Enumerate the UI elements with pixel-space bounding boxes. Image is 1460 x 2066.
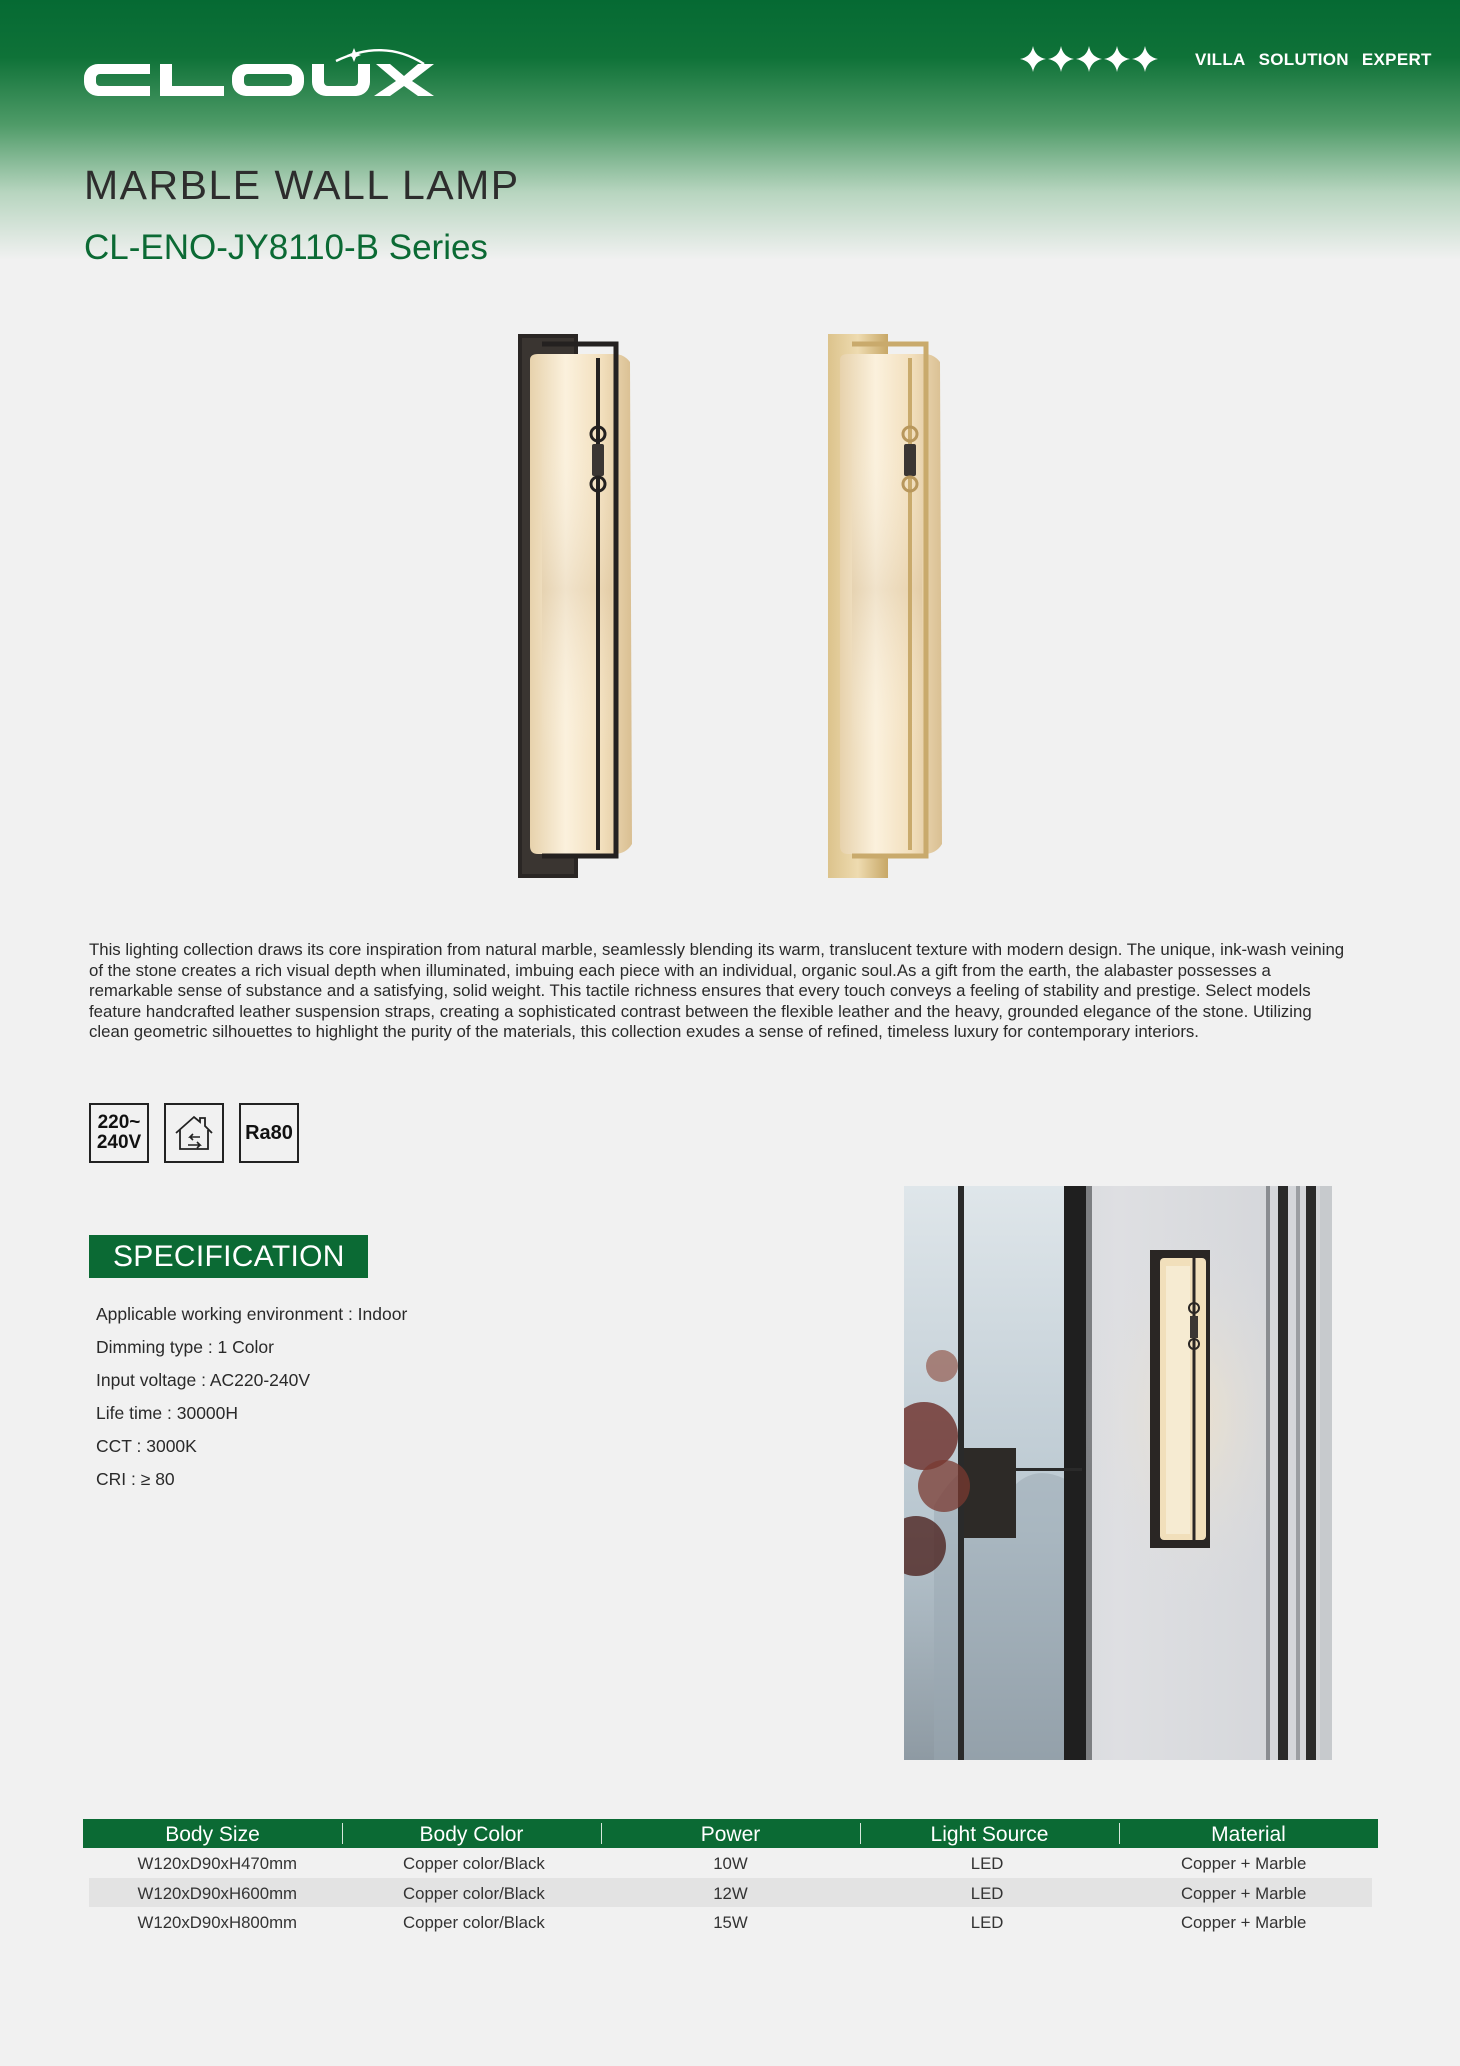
product-description: This lighting collection draws its core inspiration from natural marble, seamlessly blending its warm, translucent texture with modern design. The unique, ink-wash veining of the stone creates a rich visual depth when illuminated, imbuing each piece with an individual, organic soul.As a gift from the earth, the alabaster possesses a remarkable sense of substance and a satisfying, solid weight. This tactile richness ensures that every touch conveys a feeling of stability and prestige. Select models feature handcrafted leather suspension straps, creating a sophisticated contrast between the flexible leather and the heavy, grounded elegance of the stone. Utilizing clean geometric silhouettes to highlight the purity of the materials, this collection exudes a sense of refined, timeless luxury for contemporary interiors. — [89, 940, 1345, 1042]
spec-item: Applicable working environment : Indoor — [96, 1304, 408, 1324]
tagline — [1195, 50, 1432, 70]
column-header: Body Color — [342, 1819, 601, 1848]
star-icon — [1020, 46, 1046, 72]
cloux-logo — [84, 44, 436, 102]
table-cell: 15W — [713, 1913, 748, 1932]
indoor-house-icon — [170, 1111, 218, 1155]
indoor-badge — [164, 1103, 224, 1163]
table-cell: Copper color/Black — [403, 1883, 545, 1903]
table-row — [89, 1848, 1372, 1878]
voltage-line: 240V — [96, 1132, 142, 1153]
table-cell: LED — [970, 1913, 1004, 1932]
table-cell: LED — [970, 1854, 1004, 1873]
brass-lamp-image — [824, 334, 952, 880]
voltage-badge — [89, 1103, 149, 1163]
table-cell: Copper color/Black — [403, 1854, 545, 1873]
table-cell: Copper + Marble — [1180, 1883, 1307, 1903]
tagline-word: VILLA — [1195, 50, 1246, 69]
star-icon — [1048, 46, 1074, 72]
series-name: CL-ENO-JY8110-B Series — [84, 228, 488, 267]
table-row — [89, 1878, 1372, 1908]
table-cell: LED — [970, 1883, 1004, 1903]
column-header: Body Size — [165, 1823, 260, 1846]
tagline-word: EXPERT — [1361, 50, 1432, 69]
star-icon — [1104, 46, 1130, 72]
voltage-line: 220~ — [97, 1112, 141, 1133]
table-cell: Copper + Marble — [1180, 1913, 1307, 1932]
room-scene-photo — [904, 1186, 1332, 1760]
table-cell: 12W — [713, 1883, 748, 1903]
spec-item: Life time : 30000H — [96, 1403, 239, 1423]
specification-heading: SPECIFICATION — [89, 1235, 368, 1278]
table-cell: 10W — [713, 1854, 748, 1873]
star-icon — [1076, 46, 1102, 72]
table-cell: Copper + Marble — [1180, 1854, 1307, 1873]
spec-item: CCT : 3000K — [96, 1436, 197, 1456]
table-cell: W120xD90xH600mm — [137, 1883, 298, 1903]
cri-badge: Ra80 — [239, 1103, 299, 1163]
table-header — [83, 1819, 1378, 1848]
rating-stars — [1018, 38, 1162, 80]
table-cell: W120xD90xH470mm — [137, 1854, 298, 1873]
specification-list — [96, 1302, 407, 1500]
spec-item: Input voltage : AC220-240V — [96, 1370, 311, 1390]
star-icon — [1132, 46, 1158, 72]
header-band — [0, 0, 1460, 260]
spec-item: Dimming type : 1 Color — [96, 1337, 274, 1357]
table-cell: Copper color/Black — [403, 1913, 545, 1932]
table-cell: W120xD90xH800mm — [137, 1913, 298, 1932]
column-header: Material — [1119, 1819, 1378, 1848]
column-header: Power — [601, 1819, 860, 1848]
table-row — [89, 1907, 1372, 1937]
black-lamp-image — [512, 334, 640, 880]
spec-table — [83, 1819, 1378, 1937]
spec-item: CRI : ≥ 80 — [96, 1469, 175, 1489]
page-title: MARBLE WALL LAMP — [84, 162, 520, 208]
column-header: Light Source — [860, 1819, 1119, 1848]
tagline-word: SOLUTION — [1258, 50, 1349, 69]
